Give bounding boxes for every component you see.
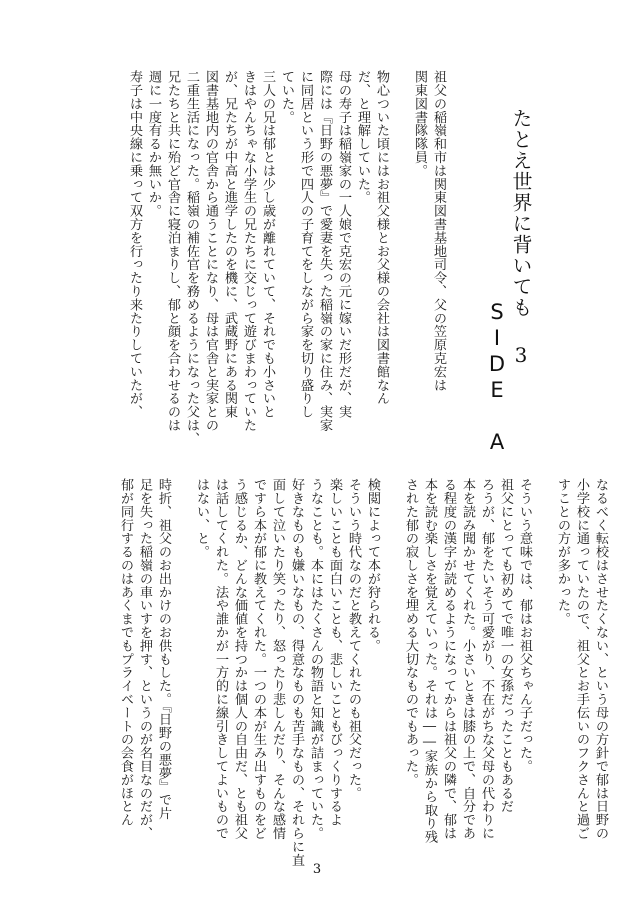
text-line: すことの方が多かった。 xyxy=(555,478,570,626)
text-line: 好きなものも嫌いなもの、得意なものも苦手なもの、それらに直 xyxy=(289,478,304,867)
text-line xyxy=(391,70,410,450)
text-line: ろうが、郁をたいそう可愛がり、不在がちな父母の代わりに xyxy=(479,478,494,840)
text-line: 本を読む楽しさを覚えていった。それは――家族から取り残 xyxy=(422,478,437,844)
text-line: 際には『日野の悪夢』で愛妻を失った稲嶺の家に住み、実家 xyxy=(317,70,332,432)
text-line: うなことも。本にはたくさんの物語と知識が詰まっていた。 xyxy=(308,478,323,840)
text-line: だ、と理解していた。 xyxy=(355,70,370,204)
text-line: なるべく転校はさせたくない、という母の方針で郁は日野の xyxy=(593,478,608,840)
text-line: 楽しいことも面白いことも、悲しいこともびっくりするよ xyxy=(327,478,342,827)
text-line: 小学校に通っていたので、祖父とお手伝いのフクさんと過ご xyxy=(574,478,589,840)
text-line: 時折、祖父のお出かけのお供もした。『日野の悪夢』で片 xyxy=(156,478,171,820)
text-line: 関東図書隊隊員。 xyxy=(412,70,427,178)
text-line: う感じるか、どんな価値を持つかは個人の自由だ、とも祖父 xyxy=(232,478,247,840)
text-line: 郁が同行するのはあくまでもプライベートの会食がほとん xyxy=(118,478,133,827)
text-line: 祖父の稲嶺和市は関東図書基地司令、父の笠原克宏は xyxy=(431,70,446,392)
text-line xyxy=(173,478,192,858)
text-line: 二重生活になった。稲嶺の補佐官を務めるようになった父は、 xyxy=(184,70,199,446)
text-line xyxy=(534,478,553,858)
text-line: そういう時代なのだと教えてくれたのも祖父だった。 xyxy=(346,478,361,800)
text-line: ですら本が郁に教えてくれた。一つの本が生み出すものをど xyxy=(251,478,266,840)
text-line: 三人の兄は郁とは少し歳が離れていて、それでも小さいと xyxy=(260,70,275,419)
top-body-text xyxy=(30,70,448,450)
text-line: された郁の寂しさを埋める大切なものでもあった。 xyxy=(403,478,418,787)
text-line: はない、と。 xyxy=(194,478,209,559)
text-line: が、兄たちが中高と進学したのを機に、武蔵野にある関東 xyxy=(222,70,237,419)
text-line: 検閲によって本が狩られる。 xyxy=(365,478,380,653)
text-line: 物心ついた頃にはお祖父様とお父様の会社は図書館なん xyxy=(374,70,389,405)
text-line: そういう意味では、郁はお祖父ちゃん子だった。 xyxy=(517,478,532,773)
text-line: きはやんちゃな小学生の兄たちに交じって遊びまわっていた xyxy=(241,70,256,432)
text-line: 面して泣いたり笑ったり、怒ったり悲しんだり、そんな感情 xyxy=(270,478,285,840)
text-line: 兄たちと共に殆ど官舎に寝泊まりし、郁と顔を合わせるのは xyxy=(165,70,180,432)
text-line: 週に一度有るか無いか。 xyxy=(146,70,161,218)
text-line: に同居という形で四人の子育てをしながら家を切り盛りし xyxy=(298,70,313,419)
text-line: る程度の漢字が読めるようになってからは祖父の隣で、郁は xyxy=(441,478,456,840)
text-line: 本を読み聞かせてくれた。小さいときは膝の上で、自分であ xyxy=(460,478,475,840)
text-line: 祖父にとっても初めてで唯一の女孫だったこともあるだ xyxy=(498,478,513,813)
section-heading: SIDE A xyxy=(485,300,509,456)
page-number: 3 xyxy=(312,862,322,877)
bottom-body-text xyxy=(30,478,610,867)
text-line: ていた。 xyxy=(279,70,294,124)
text-line: は話してくれた。法や誰かが一方的に線引きしてよいもので xyxy=(213,478,228,840)
text-line: 図書基地内の官舎から通うことになり、母は官舎と実家との xyxy=(203,70,218,432)
chapter-title: たとえ世界に背いても 3 xyxy=(509,108,533,368)
text-line xyxy=(382,478,401,858)
text-line: 足を失った稲嶺の車いすを押す、というのが名目なのだが、 xyxy=(137,478,152,840)
text-line: 母の寿子は稲嶺家の一人娘で克宏の元に嫁いだ形だが、実 xyxy=(336,70,351,419)
text-line: 寿子は中央線に乗って双方を行ったり来たりしていたが、 xyxy=(127,70,142,419)
